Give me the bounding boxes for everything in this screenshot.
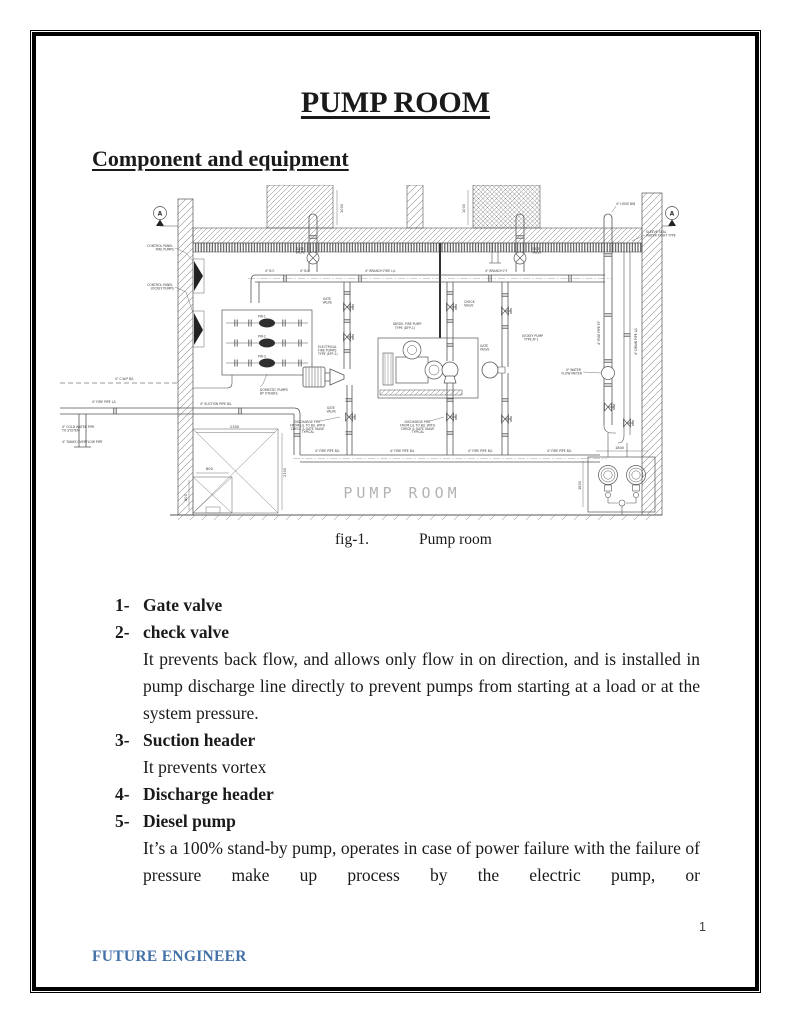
svg-text:CHECK VALVE: CHECK VALVE <box>464 300 475 308</box>
svg-text:4" BRANCH F.F: 4" BRANCH F.F <box>485 269 508 273</box>
svg-text:DISCHARGE PIPE FROM: DISCHARGE PIPE FROM L/L TO B/L WITH CHECK & GATE VALVE TYPICAL <box>400 420 435 435</box>
room-name-label: PUMP ROOM <box>343 484 461 502</box>
dimension-1800: 1800 <box>615 446 625 450</box>
electric-discharge-pipe <box>344 282 356 455</box>
svg-text:DISCHARGE PIPE FROM: DISCHARGE PIPE FROM L/L TO B/L WITH CHECK & GATE VALVE TYPICAL <box>290 420 325 435</box>
dimension-1000-b: 1000 <box>462 203 466 213</box>
list-item-desc: It prevents vortex <box>143 757 267 777</box>
figure-title: Pump room <box>419 531 492 548</box>
control-panel-fire-label: CONTROL PANEL FIRE PUMPS <box>147 244 174 252</box>
list-item: 1- Gate valve <box>115 595 223 615</box>
diesel-fire-pump <box>378 322 478 398</box>
svg-text:GATE VALVE: GATE VALVE <box>326 406 336 414</box>
dimension-2300-v: 2300 <box>283 467 287 477</box>
svg-text:4" B.F.: 4" B.F. <box>300 269 310 273</box>
list-item: 3- Suction header <box>115 730 256 750</box>
dimension-1800-v: 1800 <box>578 480 582 490</box>
domestic-pumps-label: DOMESTIC PUMPS BY OTHERS <box>260 388 288 396</box>
svg-text:GATE VALVE: GATE VALVE <box>295 247 305 255</box>
pump-room-drawing <box>60 185 695 520</box>
svg-text:A: A <box>157 210 163 218</box>
svg-text:GATE VALVE: GATE VALVE <box>480 344 490 352</box>
control-panels <box>147 244 204 347</box>
jockey-pump <box>482 282 544 455</box>
section-marker-left <box>154 207 179 227</box>
sleeve-seal-label: SLEEVE SEAL WATER TIGHT TYPE <box>646 230 676 238</box>
section-heading: Component and equipment <box>92 146 349 171</box>
page-title: PUMP ROOM <box>300 86 491 119</box>
svg-text:4" FIRE PIPE B/L: 4" FIRE PIPE B/L <box>315 449 340 453</box>
dimension-1000: 1000 <box>340 203 344 213</box>
svg-text:4" B.F.: 4" B.F. <box>265 269 275 273</box>
svg-text:A: A <box>669 210 675 218</box>
svg-text:4" BRANCH FIRE L/L: 4" BRANCH FIRE L/L <box>365 269 396 273</box>
list-item-desc: It’s a 100% stand-by pump, operates in case of power failure with the failure of pressure make up process by the electric pump, or <box>143 838 700 885</box>
figure-number: fig-1. <box>335 531 370 548</box>
pump-room-diagram <box>60 185 695 520</box>
pump-row-label: PW-1 <box>258 314 266 319</box>
figure-caption <box>335 531 492 549</box>
page-number: 1 <box>699 920 706 934</box>
domestic-pump-block <box>193 310 312 396</box>
svg-text:4" COLD WATER PIPE T: 4" COLD WATER PIPE TO SYSTEM <box>62 425 95 433</box>
footer-brand: FUTURE ENGINEER <box>92 948 247 965</box>
svg-text:4" FIRE PIPE B/L: 4" FIRE PIPE B/L <box>390 449 415 453</box>
hose-bib-label: 4" HOSE BIB <box>616 202 636 206</box>
svg-text:GATE VALVE: GATE VALVE <box>322 297 332 305</box>
svg-text:4" SUCTION PIPE B/L: 4" SUCTION PIPE B/L <box>200 402 232 406</box>
svg-text:4" FIRE PIPE B/L: 4" FIRE PIPE B/L <box>547 449 572 453</box>
tank-outline <box>184 425 287 513</box>
jockey-pump-label: JOCKEY PUMP TYPE JP-1 <box>522 334 544 342</box>
svg-text:4" C.W.P B/L: 4" C.W.P B/L <box>115 377 134 381</box>
drain-pipe-label: 4" DRAIN PIPE L/L <box>634 327 638 355</box>
discharge-header <box>248 275 612 303</box>
electric-pump-label: ELECTRICAL FIRE PUMPS TYPE (EFP-1) <box>318 345 338 357</box>
list-item: 4- Discharge header <box>115 784 274 804</box>
dimension-800-v: 800 <box>184 494 188 501</box>
list-item-desc: It prevents back flow, and allows only flow in on direction, and is installed in pump discharge line directly to prevent pumps from starting at a load or at the system pressure. <box>143 649 700 723</box>
diesel-pump-label: DIESEL FIRE PUMP TYPE (DFP-1) <box>393 322 422 330</box>
section-marker-right <box>662 207 679 227</box>
svg-text:GATE VALVE: GATE VALVE <box>532 247 542 255</box>
svg-text:4" TANKS OVERFLOW PIPE: 4" TANKS OVERFLOW PIPE <box>62 440 103 444</box>
list-item: 2- check valve <box>115 622 230 642</box>
pipe-labels <box>61 247 572 453</box>
flow-meter-label: 4" WATER FLOW METER <box>561 368 582 376</box>
pump-row-label: PW-2 <box>258 334 266 339</box>
dimension-2300: 2300 <box>230 425 240 429</box>
diesel-discharge-pipe <box>442 282 458 455</box>
control-panel-jockey-label: CONTROL PANEL JOCKEY PUMPS <box>147 283 174 291</box>
svg-text:4" FIRE PIPE L/L: 4" FIRE PIPE L/L <box>92 400 117 404</box>
riser-pipe-label: 4" RISE PIPE F.F <box>597 321 601 345</box>
equipment-list <box>115 592 700 889</box>
svg-text:4" FIRE PIPE B/L: 4" FIRE PIPE B/L <box>468 449 493 453</box>
dimension-800: 800 <box>206 467 213 471</box>
pump-row-label: PW-3 <box>258 354 266 359</box>
list-item: 5- Diesel pump <box>115 811 236 831</box>
